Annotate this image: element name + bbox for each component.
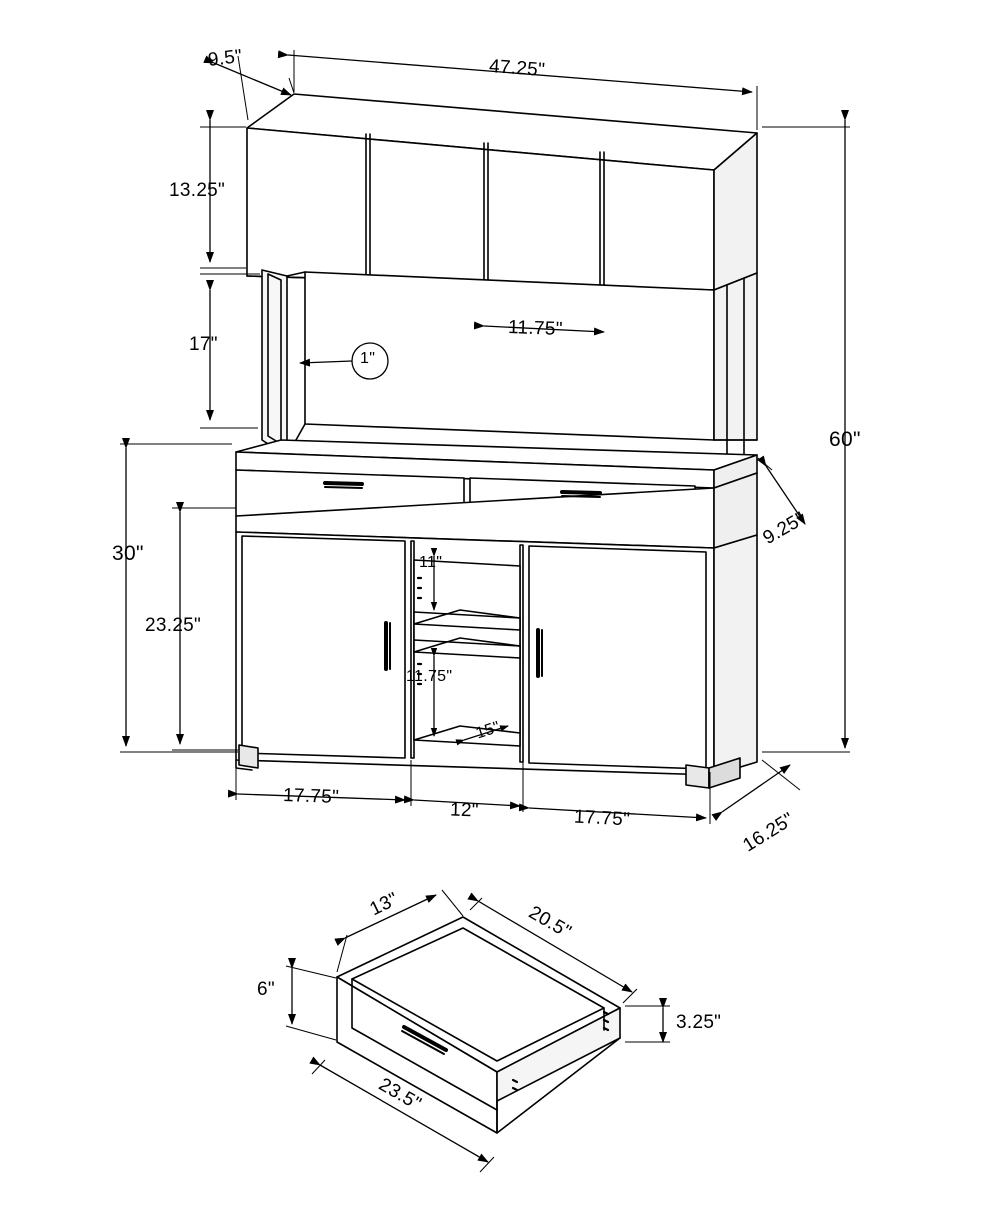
dim-center-upper-opening: 11" — [419, 554, 443, 571]
dim-depth-top-hutch: 9.5" — [206, 45, 244, 72]
dim-drawer-side-depth: 13" — [366, 888, 402, 921]
dim-center-lower-opening: 11.75" — [406, 668, 453, 685]
dim-base-depth-bottom: 16.25" — [739, 808, 799, 857]
furniture-outline — [236, 94, 757, 1133]
dim-panel-thickness: 1" — [360, 350, 376, 367]
dim-hutch-door-width: 11.75" — [507, 317, 564, 340]
dim-center-section-width: 12" — [449, 799, 480, 822]
dim-drawer-front-width: 23.5" — [375, 1074, 425, 1115]
dim-center-shelf-depth: 15" — [473, 718, 503, 743]
dim-width-overall: 47.25" — [488, 56, 546, 81]
dim-base-depth-right: 9.25" — [759, 508, 810, 549]
dim-drawer-front-height: 6" — [257, 979, 275, 1000]
dim-open-shelf-height: 17" — [189, 334, 218, 355]
dim-overall-height: 60" — [829, 428, 861, 451]
dim-hutch-door-height: 13.25" — [169, 180, 226, 201]
dim-left-door-width: 17.75" — [282, 785, 340, 808]
dim-drawer-inner-width: 20.5" — [525, 902, 575, 943]
dim-base-top-height: 30" — [112, 542, 144, 565]
dim-base-cabinet-height: 23.25" — [145, 615, 202, 636]
dim-right-door-width: 17.75" — [573, 806, 631, 831]
dim-drawer-box-height: 3.25" — [676, 1012, 722, 1033]
